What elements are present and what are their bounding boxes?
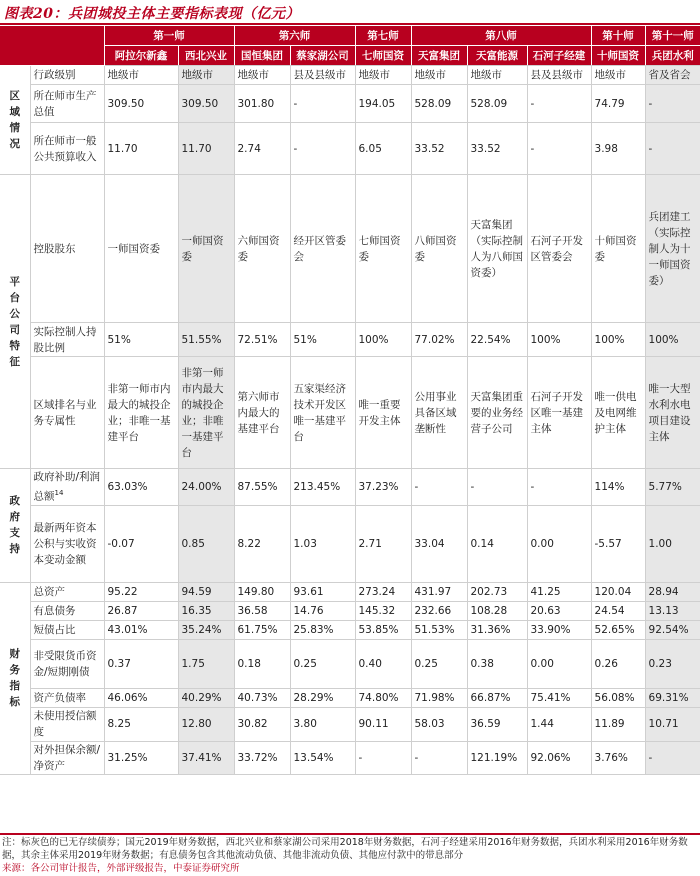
table-cell: 3.80 <box>290 707 355 741</box>
table-cell: 地级市 <box>591 66 645 85</box>
table-cell: 1.75 <box>178 639 234 688</box>
table-cell: 31.25% <box>104 741 178 774</box>
table-cell: 13.54% <box>290 741 355 774</box>
table-cell: 36.59 <box>467 707 527 741</box>
table-cell: - <box>527 85 591 123</box>
table-cell: 24.54 <box>591 601 645 620</box>
table-row <box>0 85 700 123</box>
table-cell: 90.11 <box>355 707 411 741</box>
table-cell: 46.06% <box>104 688 178 707</box>
table-cell: 33.52 <box>411 123 467 175</box>
table-cell: 十师国资委 <box>591 175 645 323</box>
table-cell: 22.54% <box>467 323 527 357</box>
table-cell: 75.41% <box>527 688 591 707</box>
table-cell: 194.05 <box>355 85 411 123</box>
table-cell: 地级市 <box>178 66 234 85</box>
table-cell: - <box>290 123 355 175</box>
table-cell: - <box>411 741 467 774</box>
table-cell: 51% <box>104 323 178 357</box>
table-cell: 经开区管委会 <box>290 175 355 323</box>
company-header: 七师国资 <box>355 46 411 66</box>
row-label: 区域排名与业务专属性 <box>30 357 104 469</box>
table-cell: - <box>645 85 700 123</box>
table-cell: 公用事业具备区域垄断性 <box>411 357 467 469</box>
row-label: 政府补助/利润总额$^{14}$ <box>30 469 104 506</box>
table-cell: 301.80 <box>234 85 290 123</box>
table-cell: 100% <box>355 323 411 357</box>
table-cell: 232.66 <box>411 601 467 620</box>
table-cell: 唯一重要开发主体 <box>355 357 411 469</box>
company-header: 石河子经建 <box>527 46 591 66</box>
table-cell: 10.71 <box>645 707 700 741</box>
division-header: 第八师 <box>411 26 591 46</box>
row-label: 总资产 <box>30 582 104 601</box>
table-cell: 一师国资委 <box>104 175 178 323</box>
table-cell: 92.54% <box>645 620 700 639</box>
table-cell: 108.28 <box>467 601 527 620</box>
table-cell: 14.76 <box>290 601 355 620</box>
table-cell: 非第一师市内最大的城投企业；非唯一基建平台 <box>104 357 178 469</box>
section-label: 财 务 指 标 <box>0 582 30 774</box>
table-cell: 31.36% <box>467 620 527 639</box>
table-cell: 2.74 <box>234 123 290 175</box>
table-cell: 3.76% <box>591 741 645 774</box>
table-cell: 非第一师市内最大的城投企业；非唯一基建平台 <box>178 357 234 469</box>
table-cell: 0.00 <box>527 505 591 582</box>
table-row <box>0 688 700 707</box>
table-cell: 33.52 <box>467 123 527 175</box>
row-label: 非受限货币资金/短期刚债 <box>30 639 104 688</box>
table-cell: 石河子开发区管委会 <box>527 175 591 323</box>
table-cell: 71.98% <box>411 688 467 707</box>
table-row <box>0 357 700 469</box>
table-cell: 121.19% <box>467 741 527 774</box>
table-cell: 77.02% <box>411 323 467 357</box>
row-label: 所在师市生产总值 <box>30 85 104 123</box>
table-cell: 省及省会 <box>645 66 700 85</box>
table-cell: - <box>527 123 591 175</box>
table-cell: 兵团建工（实际控制人为十一师国资委） <box>645 175 700 323</box>
table-row <box>0 505 700 582</box>
table-cell: 51% <box>290 323 355 357</box>
table-cell: 94.59 <box>178 582 234 601</box>
table-cell: 273.24 <box>355 582 411 601</box>
table-cell: 25.83% <box>290 620 355 639</box>
table-cell: 八师国资委 <box>411 175 467 323</box>
table-cell: 26.87 <box>104 601 178 620</box>
table-cell: - <box>290 85 355 123</box>
row-label: 控股股东 <box>30 175 104 323</box>
table-row <box>0 123 700 175</box>
table-cell: 41.25 <box>527 582 591 601</box>
row-label: 有息债务 <box>30 601 104 620</box>
table-cell: 11.70 <box>104 123 178 175</box>
table-cell: 51.53% <box>411 620 467 639</box>
table-cell: 24.00% <box>178 469 234 506</box>
company-header: 十师国资 <box>591 46 645 66</box>
table-cell: 202.73 <box>467 582 527 601</box>
table-cell: 114% <box>591 469 645 506</box>
table-cell: 1.44 <box>527 707 591 741</box>
table-cell: 0.38 <box>467 639 527 688</box>
table-cell: 56.08% <box>591 688 645 707</box>
table-cell: 53.85% <box>355 620 411 639</box>
table-cell: 100% <box>591 323 645 357</box>
table-cell: 六师国资委 <box>234 175 290 323</box>
table-cell: 天富集团重要的业务经营子公司 <box>467 357 527 469</box>
table-cell: 100% <box>527 323 591 357</box>
table-row <box>0 741 700 774</box>
table-cell: 1.03 <box>290 505 355 582</box>
table-cell: 0.14 <box>467 505 527 582</box>
table-cell: 20.63 <box>527 601 591 620</box>
table-cell: 天富集团（实际控制人为八师国资委） <box>467 175 527 323</box>
table-cell: 0.18 <box>234 639 290 688</box>
table-cell: 74.80% <box>355 688 411 707</box>
table-cell: - <box>527 469 591 506</box>
table-cell: 地级市 <box>104 66 178 85</box>
table-cell: 0.25 <box>411 639 467 688</box>
table-cell: 县及县级市 <box>290 66 355 85</box>
table-cell: -5.57 <box>591 505 645 582</box>
row-label: 资产负债率 <box>30 688 104 707</box>
company-header: 天富能源 <box>467 46 527 66</box>
table-cell: 0.00 <box>527 639 591 688</box>
division-header: 第一师 <box>104 26 234 46</box>
table-cell: 528.09 <box>411 85 467 123</box>
section-label: 政 府 支 持 <box>0 469 30 583</box>
company-header: 兵团水利 <box>645 46 700 66</box>
table-cell: 16.35 <box>178 601 234 620</box>
row-label: 未使用授信额度 <box>30 707 104 741</box>
table-cell: - <box>467 469 527 506</box>
table-cell: 0.37 <box>104 639 178 688</box>
table-cell: 40.73% <box>234 688 290 707</box>
table-cell: - <box>411 469 467 506</box>
table-cell: 2.71 <box>355 505 411 582</box>
division-header: 第十一师 <box>645 26 700 46</box>
row-label: 对外担保余额/净资产 <box>30 741 104 774</box>
table-cell: 120.04 <box>591 582 645 601</box>
table-cell: 地级市 <box>234 66 290 85</box>
header-corner <box>0 26 104 66</box>
table-cell: 1.00 <box>645 505 700 582</box>
table-cell: 28.29% <box>290 688 355 707</box>
company-header: 西北兴业 <box>178 46 234 66</box>
table-row <box>0 66 700 85</box>
row-label: 所在师市一般公共预算收入 <box>30 123 104 175</box>
table-cell: 43.01% <box>104 620 178 639</box>
table-row <box>0 620 700 639</box>
row-label: 最新两年资本公积与实收资本变动金额 <box>30 505 104 582</box>
row-label: 实际控制人持股比例 <box>30 323 104 357</box>
table-cell: 100% <box>645 323 700 357</box>
table-cell: 8.25 <box>104 707 178 741</box>
section-label: 区 域 情 况 <box>0 66 30 175</box>
table-cell: - <box>645 741 700 774</box>
table-cell: 58.03 <box>411 707 467 741</box>
table-cell: 309.50 <box>178 85 234 123</box>
table-cell: 33.04 <box>411 505 467 582</box>
table-cell: 74.79 <box>591 85 645 123</box>
table-row <box>0 469 700 506</box>
table-cell: 69.31% <box>645 688 700 707</box>
table-cell: 唯一大型水利水电项目建设主体 <box>645 357 700 469</box>
table-cell: 地级市 <box>467 66 527 85</box>
company-header: 阿拉尔新鑫 <box>104 46 178 66</box>
table-row <box>0 601 700 620</box>
table-cell: 52.65% <box>591 620 645 639</box>
table-cell: 8.22 <box>234 505 290 582</box>
table-row <box>0 707 700 741</box>
table-cell: 61.75% <box>234 620 290 639</box>
table-cell: 72.51% <box>234 323 290 357</box>
table-cell: 13.13 <box>645 601 700 620</box>
indicator-table <box>0 26 700 775</box>
table-cell: 地级市 <box>411 66 467 85</box>
table-cell: 92.06% <box>527 741 591 774</box>
table-cell: 149.80 <box>234 582 290 601</box>
table-cell: 0.40 <box>355 639 411 688</box>
footnote-text: 注：标灰色的已无存续债券；国元2019年财务数据，西北兴业和蔡家湖公司采用2018年财务数据，石河子经建采用2016年财务数据，兵团水利采用2016年财务数据，其余主体采用2019年财务数据；有息债务包含其他流动负债、其他非流动负债、其他应付款中的带息部分 <box>2 837 688 861</box>
table-cell: 唯一供电及电网维护主体 <box>591 357 645 469</box>
table-cell: 35.24% <box>178 620 234 639</box>
section-label: 平 台 公 司 特 征 <box>0 175 30 469</box>
table-cell: - <box>355 741 411 774</box>
table-row <box>0 175 700 323</box>
table-cell: 第六师市内最大的基建平台 <box>234 357 290 469</box>
table-cell: 145.32 <box>355 601 411 620</box>
division-header: 第七师 <box>355 26 411 46</box>
table-cell: 30.82 <box>234 707 290 741</box>
table-cell: 93.61 <box>290 582 355 601</box>
source-text: 来源：各公司审计报告，外部评级报告，中泰证券研究所 <box>2 863 240 874</box>
footnotes <box>0 833 700 875</box>
table-row <box>0 323 700 357</box>
company-header: 蔡家湖公司 <box>290 46 355 66</box>
company-header: 国恒集团 <box>234 46 290 66</box>
table-cell: 213.45% <box>290 469 355 506</box>
table-cell: 五家渠经济技术开发区唯一基建平台 <box>290 357 355 469</box>
company-header: 天富集团 <box>411 46 467 66</box>
table-cell: -0.07 <box>104 505 178 582</box>
table-cell: 11.89 <box>591 707 645 741</box>
table-cell: 0.85 <box>178 505 234 582</box>
table-cell: 63.03% <box>104 469 178 506</box>
table-cell: 95.22 <box>104 582 178 601</box>
table-cell: 县及县级市 <box>527 66 591 85</box>
table-cell: 37.23% <box>355 469 411 506</box>
table-cell: 0.26 <box>591 639 645 688</box>
table-cell: 87.55% <box>234 469 290 506</box>
table-cell: 一师国资委 <box>178 175 234 323</box>
table-cell: 12.80 <box>178 707 234 741</box>
table-cell: 七师国资委 <box>355 175 411 323</box>
row-label: 短债占比 <box>30 620 104 639</box>
figure-title: 图表20：兵团城投主体主要指标表现（亿元） <box>4 6 300 22</box>
table-row <box>0 639 700 688</box>
division-header: 第六师 <box>234 26 355 46</box>
table-cell: 37.41% <box>178 741 234 774</box>
table-cell: - <box>645 123 700 175</box>
table-row <box>0 582 700 601</box>
table-cell: 6.05 <box>355 123 411 175</box>
table-cell: 528.09 <box>467 85 527 123</box>
table-cell: 5.77% <box>645 469 700 506</box>
title-rule <box>0 23 700 25</box>
table-cell: 33.72% <box>234 741 290 774</box>
row-label: 行政级别 <box>30 66 104 85</box>
table-cell: 石河子开发区唯一基建主体 <box>527 357 591 469</box>
division-header: 第十师 <box>591 26 645 46</box>
table-cell: 40.29% <box>178 688 234 707</box>
table-cell: 11.70 <box>178 123 234 175</box>
table-cell: 33.90% <box>527 620 591 639</box>
table-cell: 0.25 <box>290 639 355 688</box>
table-cell: 3.98 <box>591 123 645 175</box>
table-cell: 51.55% <box>178 323 234 357</box>
table-cell: 66.87% <box>467 688 527 707</box>
table-cell: 地级市 <box>355 66 411 85</box>
table-cell: 431.97 <box>411 582 467 601</box>
table-cell: 309.50 <box>104 85 178 123</box>
table-cell: 28.94 <box>645 582 700 601</box>
table-cell: 0.23 <box>645 639 700 688</box>
table-cell: 36.58 <box>234 601 290 620</box>
